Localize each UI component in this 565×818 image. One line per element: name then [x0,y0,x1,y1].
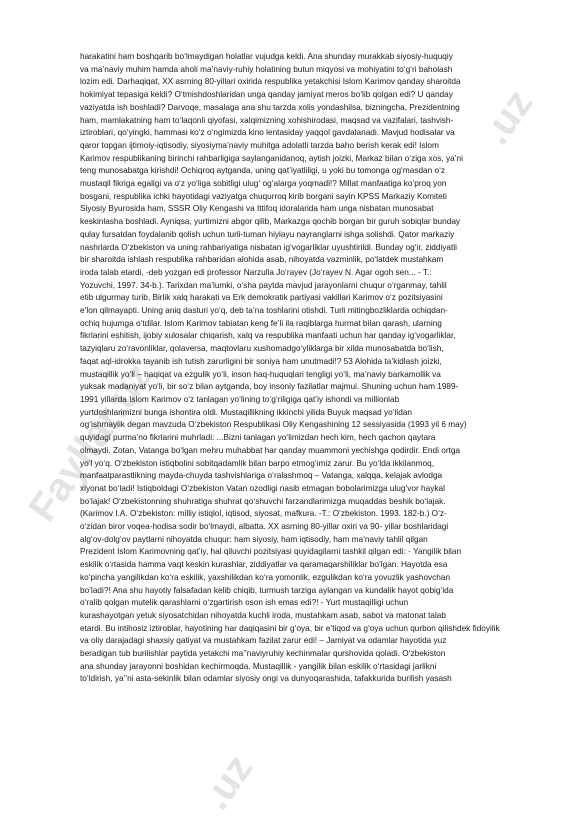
document-body-text [80,51,502,686]
text-line: va ma’naviy muhim hamda aholi ma’naviy-ruhiy holatining butun miqyosi va mohiyatini to‘g‘ri baholash [80,64,453,74]
text-line: Siyosiy Byurosida ham, SSSR Oliy Kengashi va Ittifoq idoralarida ham unga nisbatan munosabat [80,204,434,214]
text-line: bir sharoitda ishlash respublika rahbaridan alohida asab, nihoyatda vazminlik, po‘latdek mustahkam [80,255,444,265]
text-line: yo‘l yo‘q. O‘zbekiston istiqbolini sobitqadamlik bilan barpo etmog‘imiz zarur. Bu yo‘lda ikkilanmoq, [80,458,435,468]
text-line: Yozuvchi, 1997. 34-b.). Tarixdan ma’lumki, o‘sha paytda mavjud jarayonlarni chuqur o‘rganmay, tahlil [80,280,447,290]
text-line: eskilik o‘rtasida hamma vaqt keskin kurashlar, ziddiyatlar va qaramaqarshiliklar bo‘lgan. Hayotda esa [80,560,448,570]
watermark-left: Fayllar.uz [20,354,162,530]
text-line: ana shunday jarayonni boshidan kechirmoqda. Mustaqillik - yangilik bilan eskilik o‘rtasidagi jarlikni [80,661,437,671]
text-line: ham, mamlakatning ham to‘laqonli qiyofasi, xalqimizning xohishirodasi, maqsad va vazifalari, tashvish- [80,115,454,125]
text-line: nashrlarda O‘zbekiston va uning rahbariyatiga nisbatan ig‘vogarliklar uyushtirildi. Bunday og‘ir, ziddiyatli [80,242,457,252]
text-line: faqat aql-idrokka tayanib ish tutish zarurligini bir soniya ham unutmadi!? 53 Alohida ta’kidlash joizki, [80,356,442,366]
text-line: 1991 yillarda Islom Karimov o‘z tanlagan yo‘lining to‘g‘riligiga qat’iy ishondi va millionlab [80,394,400,404]
text-line: tazyiqlaru zo‘ravonliklar, qolaversa, maqtovlaru xushomadgo‘yliklarga bir xilda munosabatda bo‘lish, [80,344,444,354]
text-line: yurtdoshlarimizni bunga ishontira oldi. Mustaqillikning ikkinchi yilida Buyuk maqsad yo‘lidan [80,407,412,417]
text-line: bosgani, respublika ichki hayotidagi vaziyatga chuqurroq kirib borgani sayin KPSS Markaziy Komiteti [80,191,447,201]
text-line: va oliy darajadagi shaxsiy qatiyat va mustahkam fazilat zarur edi! – Jamiyat va odamlar hayotida yuz [80,636,447,646]
text-line: fikrlarini eshitish, ijobiy xulosalar chiqarish, xalq va respublika manfaati uchun har qanday ig‘vogarliklar, [80,331,456,341]
watermark-top-right: .uz [473,81,542,153]
text-line: o‘ralib qolgan mutelik qarashlarni o‘zgartirish oson ish emas edi?! - Yurt mustaqilligi uchun [80,598,409,608]
text-line: qulay fursatdan foydalanib qolish uchun turli-tuman hiylayu nayranglarni ishga solishdi. Qator markaziy [80,229,455,239]
watermark-bottom: .uz [193,746,262,818]
text-line: manfaatparastlikning mayda-chuyda tashvishlariga o‘ralashmoq – Vatanga, xalqqa, kelajak avlodga [80,471,443,481]
text-line: iroda talab etardi, -deb yozgan edi professor Narzulla Jo‘rayev (Jo‘rayev N. Agar ogoh sen... - T.: [80,267,432,277]
text-line: Karimov respublikaning birinchi rahbarligiga saylanganidanoq, aytish joizki, Markaz bilan o‘ziga xos, ya’ni [80,153,463,163]
text-line: xiyonat bo‘ladi! Istiqboldagi O‘zbekiston Vatan ozodligi nasib etmagan bobolarimizga ulug‘vor haykal [80,483,445,493]
text-line: hokimiyat tepasiga keldi? O‘tmishdoshlaridan unga qanday jamiyat meros bo‘lib qolgan edi? U qanday [80,90,453,100]
text-line: keskinlasha boshladi. Ayniqsa, yurtimizni abgor qilib, Markazga qochib borgan bir guruh sobiqlar bunday [80,217,461,227]
text-line: ko‘pincha yangilikdan ko‘ra eskilik, yaxshilikdan ko‘ra yomonlik, ezgulikdan ko‘ra yovuzlik yashovchan [80,572,451,582]
text-line: to‘ldirish, ya’’ni asta-sekinlik bilan odamlar siyosiy ongi va dunyoqarashida, tafakkurida burilish yasash [80,674,452,684]
text-line: etib ulgurmay turib, Birlik xalq harakati va Erk demokratik partiyasi vakillari Karimov o‘z pozitsiyasini [80,293,443,303]
text-line: qaror topgan ijtimoiy-iqtisodiy, siyosiyma’naviy muhitga adolatli tarzda baho berish kerak edi! Islom [80,140,439,150]
text-line: beradigan tub burilishlar paytida yetakchi ma’’naviyruhiy kechinmalar qurshovida qoladi. O‘zbekiston [80,649,446,659]
text-line: o‘zidan biror voqea-hodisa sodir bo‘lmaydi, albatta. XX asrning 80-yillar oxiri va 90- yillar boshlaridagi [80,522,449,532]
text-line: bo‘lajak! O‘zbekistonning shuhratiga shuhrat qo‘shuvchi farzandlarimizga muqaddas beshik bo‘lajak. [80,496,446,506]
text-line: yuksak madaniyat yo‘li, bir so‘z bilan aytganda, boy insoniy fazilatlar majmui. Shuning uchun ham 1989- [80,382,459,392]
text-line: Prezident Islom Karimovning qat’iy, hal qiluvchi pozitsiyasi quyidagilarni tashkil qilgan edi: - Yangilik bilan [80,547,462,557]
text-line: alg‘ov-dolg‘ov paytlarni nihoyatda chuqur: ham siyosiy, ham iqtisodiy, ham ma’naviy tahlil qilgan [80,534,428,544]
text-line: teng munosabatga kirishdi! Ochiqroq aytganda, uning qat’iyatliligi, u yoki bu tomonga og‘masdan o‘z [80,166,446,176]
text-line: bo‘ladi?! Ana shu hayotiy falsafadan kelib chiqib, turmush tarziga aylangan va kundalik hayot qobig‘ida [80,585,454,595]
text-line: etardi. Bu intihosiz iztiroblar, hayotining har daqiqasini bir g‘oya, bir e’tiqod va g‘oya uchun qurbon qilishdek fidoyilik [80,623,500,633]
text-line: kurashayotgan yetuk siyosatchidan nihoyatda kuchli iroda, mustahkam asab, sabot va matonat talab [80,610,446,620]
text-line: iztiroblari, qo‘yingki, hammasi ko‘z o‘ngimizda kino lentasiday yaqqol gavdalanadi. Mavjud hodisalar va [80,128,455,138]
text-line: vaziyatda ish boshladi? Darvoqe, masalaga ana shu tarzda xolis yondashilsa, bizningcha, Prezidentning [80,102,460,112]
text-line: og‘ishmaylik degan mavzuda O‘zbekiston Respublikasi Oliy Kengashining 12 sessiyasida (1993 yil 6 may) [80,420,467,430]
text-line: (Karimov I.A. O‘zbekiston: milliy istiqlol, iqtisod, siyosat, mafkura. -T.: O‘zbekiston. 1993. 182-b.) O‘z- [80,509,447,519]
text-line: e’lon qilmayapti. Uning aniq dasturi yo‘q, deb ta’na toshlarini otishdi. Turli mitingbozliklarda ochiqdan- [80,306,448,316]
text-line: ochiq hujumga o‘tdilar. Islom Karimov tabiatan keng fe’li ila raqiblarga hurmat bilan qarash, ularning [80,318,442,328]
text-line: lozim edi. Darhaqiqat, XX asrning 80-yillari oxirida respublika yetakchisi Islom Karimov qanday sharoitda [80,77,461,87]
text-line: harakatini ham boshqarib bo‘lmaydigan holatlar vujudga keldi. Ana shunday murakkab siyosiy-huquqiy [80,52,453,61]
text-line: mustaqillik yo‘li – haqiqat va ezgulik yo‘li, inson haq-huquqlari tengligi yo‘li, ma’naviy barkamollik va [80,369,441,379]
text-line: quyidagi purma’no fikrlarini muhrladi: ...Bizni tanlagan yo‘limizdan hech kim, hech qachon qaytara [80,433,436,443]
text-line: mustaqil fikriga egaligi va o‘z yo‘liga sobitligi ulug‘ og‘alarga yoqmadi!? Millat manfaatiga ko‘proq yon [80,179,447,189]
text-line: olmaydi. Zotan, Vatanga bo‘lgan mehru muhabbat har qanday muammoni yechishga qodirdir. Endi ortga [80,445,461,455]
